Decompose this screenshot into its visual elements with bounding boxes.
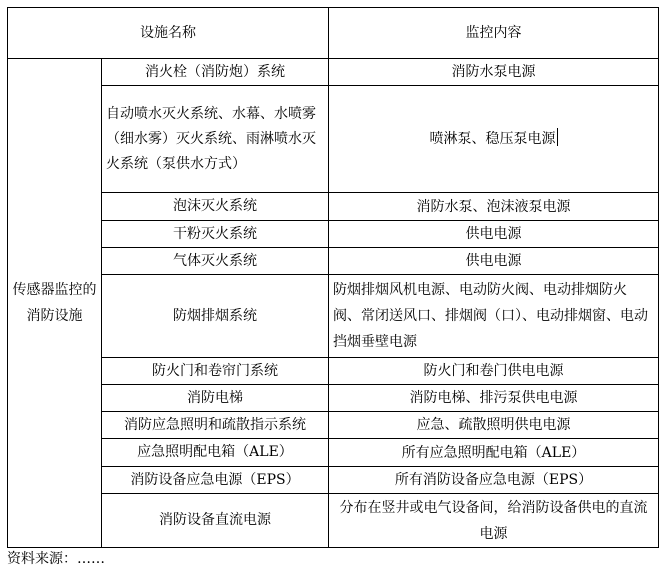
monitoring-content: 应急、疏散照明供电电源 xyxy=(329,412,659,439)
facility-name: 消火栓（消防炮）系统 xyxy=(102,59,329,86)
monitoring-content: 所有消防设备应急电源（EPS） xyxy=(329,467,659,494)
facility-name: 干粉灭火系统 xyxy=(102,221,329,248)
monitoring-content: 供电电源 xyxy=(329,221,659,248)
source-footnote: 资料来源：…… xyxy=(7,551,105,567)
table-row xyxy=(8,467,659,494)
table-row xyxy=(8,439,659,467)
monitoring-content-text: 喷淋泵、稳压泵电源 xyxy=(429,131,556,147)
facility-name: 消防应急照明和疏散指示系统 xyxy=(102,412,329,439)
table-row xyxy=(8,59,659,86)
monitoring-content xyxy=(329,86,659,193)
monitoring-content: 防火门和卷门供电电源 xyxy=(329,358,659,385)
monitoring-content: 分布在竖井或电气设备间，给消防设备供电的直流电源 xyxy=(329,494,659,548)
table-row xyxy=(8,86,659,193)
monitoring-content: 防烟排烟风机电源、电动防火阀、电动排烟防火阀、常闭送风口、排烟阀（口）、电动排烟窗、电动挡烟垂壁电源 xyxy=(329,275,659,358)
table-row xyxy=(8,412,659,439)
facility-name: 自动喷水灭火系统、水幕、水喷雾（细水雾）灭火系统、雨淋喷水灭火系统（泵供水方式） xyxy=(102,86,329,193)
group-label: 传感器监控的消防设施 xyxy=(8,59,102,548)
table-header-row xyxy=(8,8,659,59)
monitoring-table xyxy=(7,7,659,548)
monitoring-content: 消防电梯、排污泵供电电源 xyxy=(329,385,659,412)
monitoring-content: 供电电源 xyxy=(329,248,659,275)
table-row xyxy=(8,248,659,275)
facility-name: 消防电梯 xyxy=(102,385,329,412)
table-row xyxy=(8,275,659,358)
facility-name: 防烟排烟系统 xyxy=(102,275,329,358)
table-row xyxy=(8,193,659,221)
facility-name: 消防设备直流电源 xyxy=(102,494,329,548)
text-cursor xyxy=(557,128,558,146)
header-facility-name: 设施名称 xyxy=(8,8,329,59)
facility-name: 防火门和卷帘门系统 xyxy=(102,358,329,385)
monitoring-content: 消防水泵电源 xyxy=(329,59,659,86)
table-row xyxy=(8,494,659,548)
monitoring-content: 所有应急照明配电箱（ALE） xyxy=(329,439,659,467)
monitoring-content: 消防水泵、泡沫液泵电源 xyxy=(329,193,659,221)
header-monitoring-content: 监控内容 xyxy=(329,8,659,59)
facility-name: 气体灭火系统 xyxy=(102,248,329,275)
table-row xyxy=(8,385,659,412)
facility-name: 泡沫灭火系统 xyxy=(102,193,329,221)
table-row xyxy=(8,358,659,385)
facility-name: 消防设备应急电源（EPS） xyxy=(102,467,329,494)
table-row xyxy=(8,221,659,248)
facility-name: 应急照明配电箱（ALE） xyxy=(102,439,329,467)
